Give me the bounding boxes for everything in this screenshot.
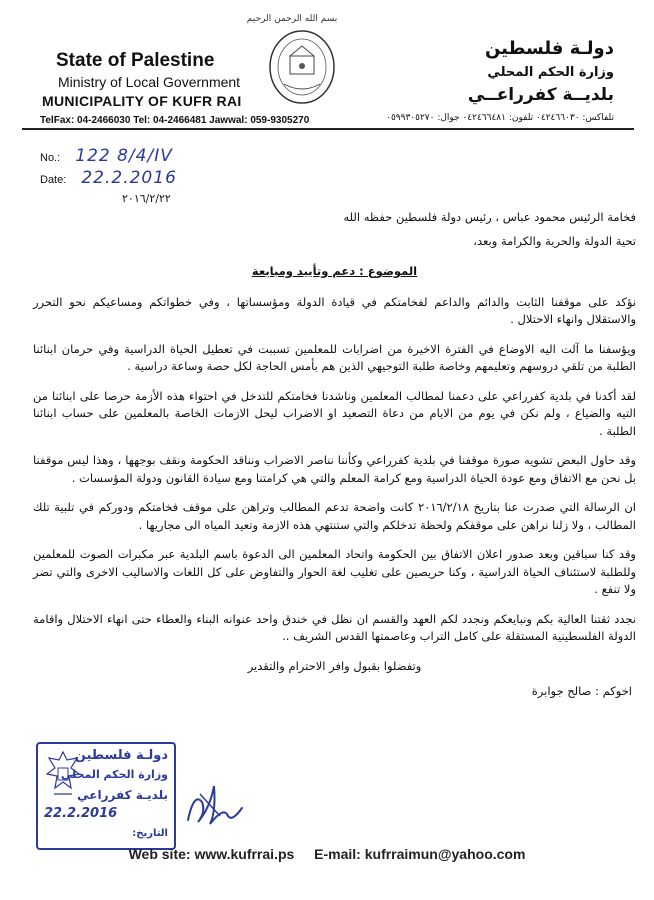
subject-line: الموضوع : دعم وتأييد ومبايعة [251, 264, 418, 278]
footer [0, 846, 654, 862]
arabic-date: ٢٠١٦/٢/٢٢ [122, 192, 171, 205]
addressee: فخامة الرئيس محمود عباس ، رئيس دولة فلسطين حفظه الله [343, 210, 636, 224]
stamp-date: 22.2.2016 [44, 806, 118, 821]
reference-value: 122 8/4/IV [75, 146, 173, 166]
municipality-name-ar: بلديــة كفرراعــي [467, 85, 614, 105]
paragraph: وقد حاول البعض تشويه صورة موقفنا في بلدية كفرراعي وكأننا نناصر الاضراب ونناقد الحكومة ونقف بوجهها ، وهذا ليس موقفنا بل نحن مع الاتفاق ومع عودة الحياة الدراسية ومع كرامة المعلم والتي هي كرامتنا ومع سيادة القانون ودولة المؤسسات . [33, 453, 636, 485]
ministry-name-en: Ministry of Local Government [58, 74, 241, 90]
greeting: تحية الدولة والحرية والكرامة وبعد، [473, 233, 636, 248]
sender-line: اخوكم : صالح جوابرة [531, 684, 632, 698]
arabic-letterhead [384, 38, 614, 123]
basmala: بسم الله الرحمن الرحيم [246, 14, 338, 24]
reference-number [40, 146, 173, 166]
stamp-municipality: بلديـة كفرراعي [77, 788, 168, 802]
header-divider [22, 128, 634, 130]
date-label: Date: [40, 174, 67, 186]
stamp-country: دولـة فلسطين [74, 748, 168, 763]
stamp-ministry: وزارة الحكم المحلي [60, 768, 168, 781]
paragraph: وقد كنا سباقين وبعد صدور اعلان الاتفاق بين الحكومة واتحاد المعلمين الى الدعوة باسم البلدية عبر مكبرات الصوت للمعلمين وللطلبة لاستئناف الحياة الدراسية ، وكنا حريصين على تغليب لغة الحوار والتفاوض على كل اللغات والاساليب الاخرى والتي تضر ولا تنفع . [33, 547, 636, 596]
email: E-mail: kufrraimun@yahoo.com [314, 846, 526, 862]
country-name-en: State of Palestine [56, 50, 215, 71]
letter-date [40, 168, 177, 188]
paragraph: ان الرسالة التي صدرت عنا بتاريخ ٢٠١٦/٢/١٨ كانت واضحة تدعم المطالب وتراهن على موقف فخامتكم ودوركم في تلبية تلك المطالب ، ولا زلنا نراهن على موقفكم ولحظة تدخلكم والتي ستنتهي هذه الازمة وتعيد المياه الى مجاريها . [33, 500, 636, 532]
paragraph: لقد أكدنا في بلدية كفرراعي على دعمنا لمطالب المعلمين وناشدنا فخامتكم للتدخل في احتواء هذه الأزمة حرصا على ابنائنا من التيه والضياع ، ولم نكن في يوم من الايام من دعاة التصعيد او الاضراب ليحل الازمات الخاصة بالمعلمين على حساب ابنائنا الطلبة . [33, 388, 636, 438]
country-name-ar: دولـة فلسطين [484, 38, 614, 59]
paragraph: نجدد ثقتنا العالية بكم ونبايعكم ونجدد لكم العهد والقسم ان نظل في خندق واحد عنوانه البناء والعطاء حتى انهاء الاحتلال واقامة الدولة الفلسطينية المستقلة على كامل التراب وعاصمتها القدس الشريف .. [33, 611, 636, 643]
contacts-en: TelFax: 04-2466030 Tel: 04-2466481 Jawwal: 059-9305270 [40, 115, 310, 126]
municipality-seal-icon [268, 28, 336, 106]
contacts-ar: تلفاكس: ٠٤٢٤٦٦٠٣٠ تلفون: ٠٤٢٤٦٦٤٨١ جوال: ٠٥٩٩٣٠٥٢٧٠ [386, 113, 614, 123]
paragraph: ويؤسفنا ما آلت اليه الاوضاع في الفترة الاخيرة من اضرابات للمعلمين تسببت في تعطيل الحياة الدراسية وفي حرمان ابنائنا الطلبة من تلقي دروسهم وتعليمهم وخاصة طلبة التوجيهي الذين هم بأمس الحاجة لكل حصة وساعة دراسية . [33, 341, 636, 373]
stamp-date-label: التاريخ: [132, 828, 168, 839]
paragraph: نؤكد على موقفنا الثابت والدائم والداعم لفخامتكم في قيادة الدولة ومؤسساتها ، وفي خطواتكم ومساعيكم نحو التحرر والاستقلال وانهاء الاحتلال . [33, 294, 636, 326]
municipality-name-en: MUNICIPALITY OF KUFR RAI [42, 93, 242, 109]
signature-icon [180, 772, 250, 832]
website: Web site: www.kufrrai.ps [128, 846, 295, 862]
english-letterhead [40, 50, 310, 126]
closing-line: وتفضلوا بقبول وافر الاحترام والتقدير [247, 658, 422, 673]
official-stamp [36, 742, 176, 850]
letter-body [33, 200, 636, 701]
reference-label: No.: [40, 152, 61, 164]
date-value: 22.2.2016 [81, 168, 177, 188]
ministry-name-ar: وزارة الحكم المحلي [487, 65, 614, 80]
